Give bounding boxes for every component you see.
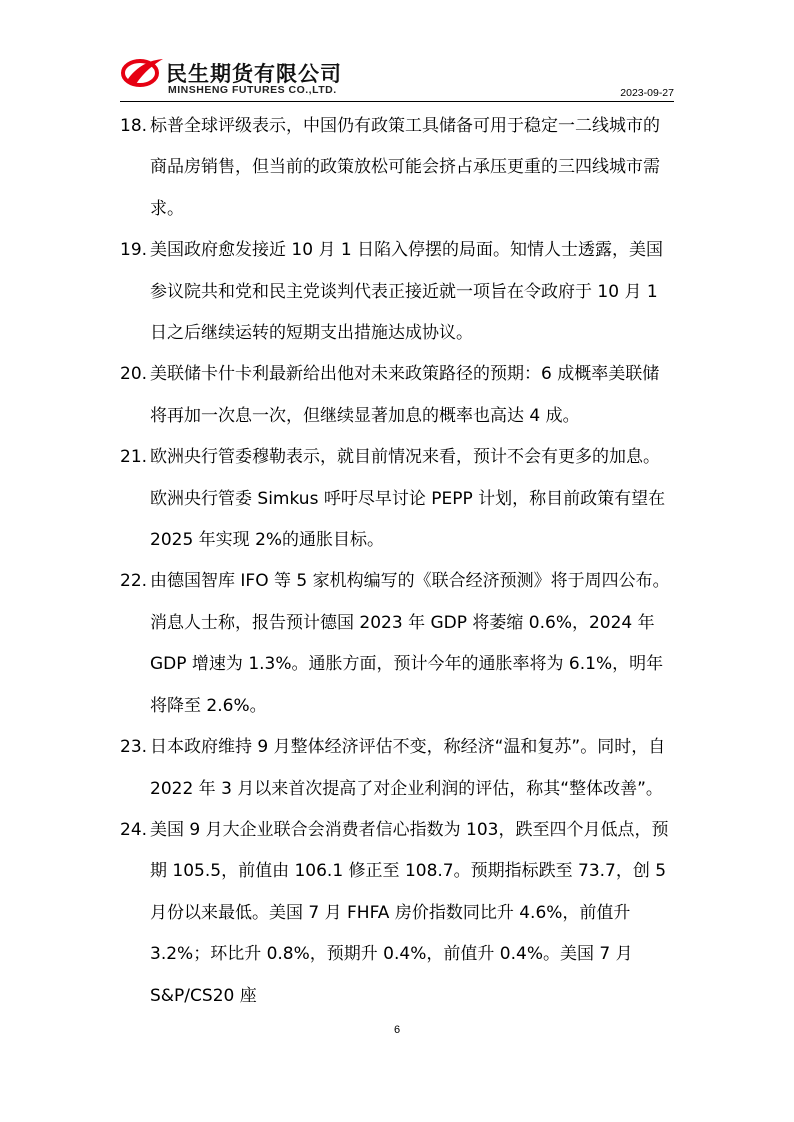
item-text: 由德国智库 IFO 等 5 家机构编写的《联合经济预测》将于周四公布。消息人士称，报告预计德国 2023 年 GDP 将萎缩 0.6%，2024 年 GDP 增速为 1.3%。通胀方面，预计今年的通胀率将为 6.1%，明年将降至 2.6%。 xyxy=(150,571,670,716)
news-item-23 xyxy=(120,727,676,810)
item-number: 18. xyxy=(120,116,148,136)
page-number: 6 xyxy=(393,1024,401,1036)
item-text: 日本政府维持 9 月整体经济评估不变，称经济“温和复苏”。同时，自 2022 年 3 月以来首次提高了对企业利润的评估，称其“整体改善”。 xyxy=(150,737,666,799)
company-name-en: MINSHENG FUTURES CO.,LTD. xyxy=(168,84,337,96)
news-item-21 xyxy=(120,437,676,561)
header-rule xyxy=(120,101,674,102)
item-text: 美国 9 月大企业联合会消费者信心指数为 103，跌至四个月低点，预期 105.5，前值由 106.1 修正至 108.7。预期指标跌至 73.7，创 5 月份以来最低。美国 7 月 FHFA 房价指数同比升 4.6%，前值升 3.2%；环比升 0.8%，预期升 0.4%，前值升 0.4%。美国 7 月 S&P/CS20 座 xyxy=(150,819,669,1006)
news-list xyxy=(120,106,676,1017)
news-item-18 xyxy=(120,106,676,230)
page-header xyxy=(120,50,674,102)
item-number: 22. xyxy=(120,571,148,592)
news-item-19 xyxy=(120,230,676,354)
item-text: 美联储卡什卡利最新给出他对未来政策路径的预期：6 成概率美联储将再加一次息一次，但继续显著加息的概率也高达 4 成。 xyxy=(150,364,660,426)
item-text: 欧洲央行管委穆勒表示，就目前情况来看，预计不会有更多的加息。欧洲央行管委 Simkus 呼吁尽早讨论 PEPP 计划，称目前政策有望在 2025 年实现 2%的通胀目标。 xyxy=(150,447,666,551)
news-item-20 xyxy=(120,354,676,437)
item-text: 标普全球评级表示，中国仍有政策工具储备可用于稳定一二线城市的商品房销售，但当前的政策放松可能会挤占承压更重的三四线城市需求。 xyxy=(150,116,660,219)
company-logo-icon xyxy=(120,56,164,88)
report-date: 2023-09-27 xyxy=(620,87,674,99)
news-item-24 xyxy=(120,810,676,1017)
item-number: 20. xyxy=(120,364,148,385)
item-number: 24. xyxy=(120,819,148,840)
company-name-cn: 民生期货有限公司 xyxy=(166,62,342,86)
news-item-22 xyxy=(120,561,676,727)
item-number: 21. xyxy=(120,447,148,468)
item-number: 19. xyxy=(120,240,148,261)
item-number: 23. xyxy=(120,737,148,758)
item-text: 美国政府愈发接近 10 月 1 日陷入停摆的局面。知情人士透露，美国参议院共和党和民主党谈判代表正接近就一项旨在令政府于 10 月 1 日之后继续运转的短期支出措施达成协议。 xyxy=(150,240,664,344)
